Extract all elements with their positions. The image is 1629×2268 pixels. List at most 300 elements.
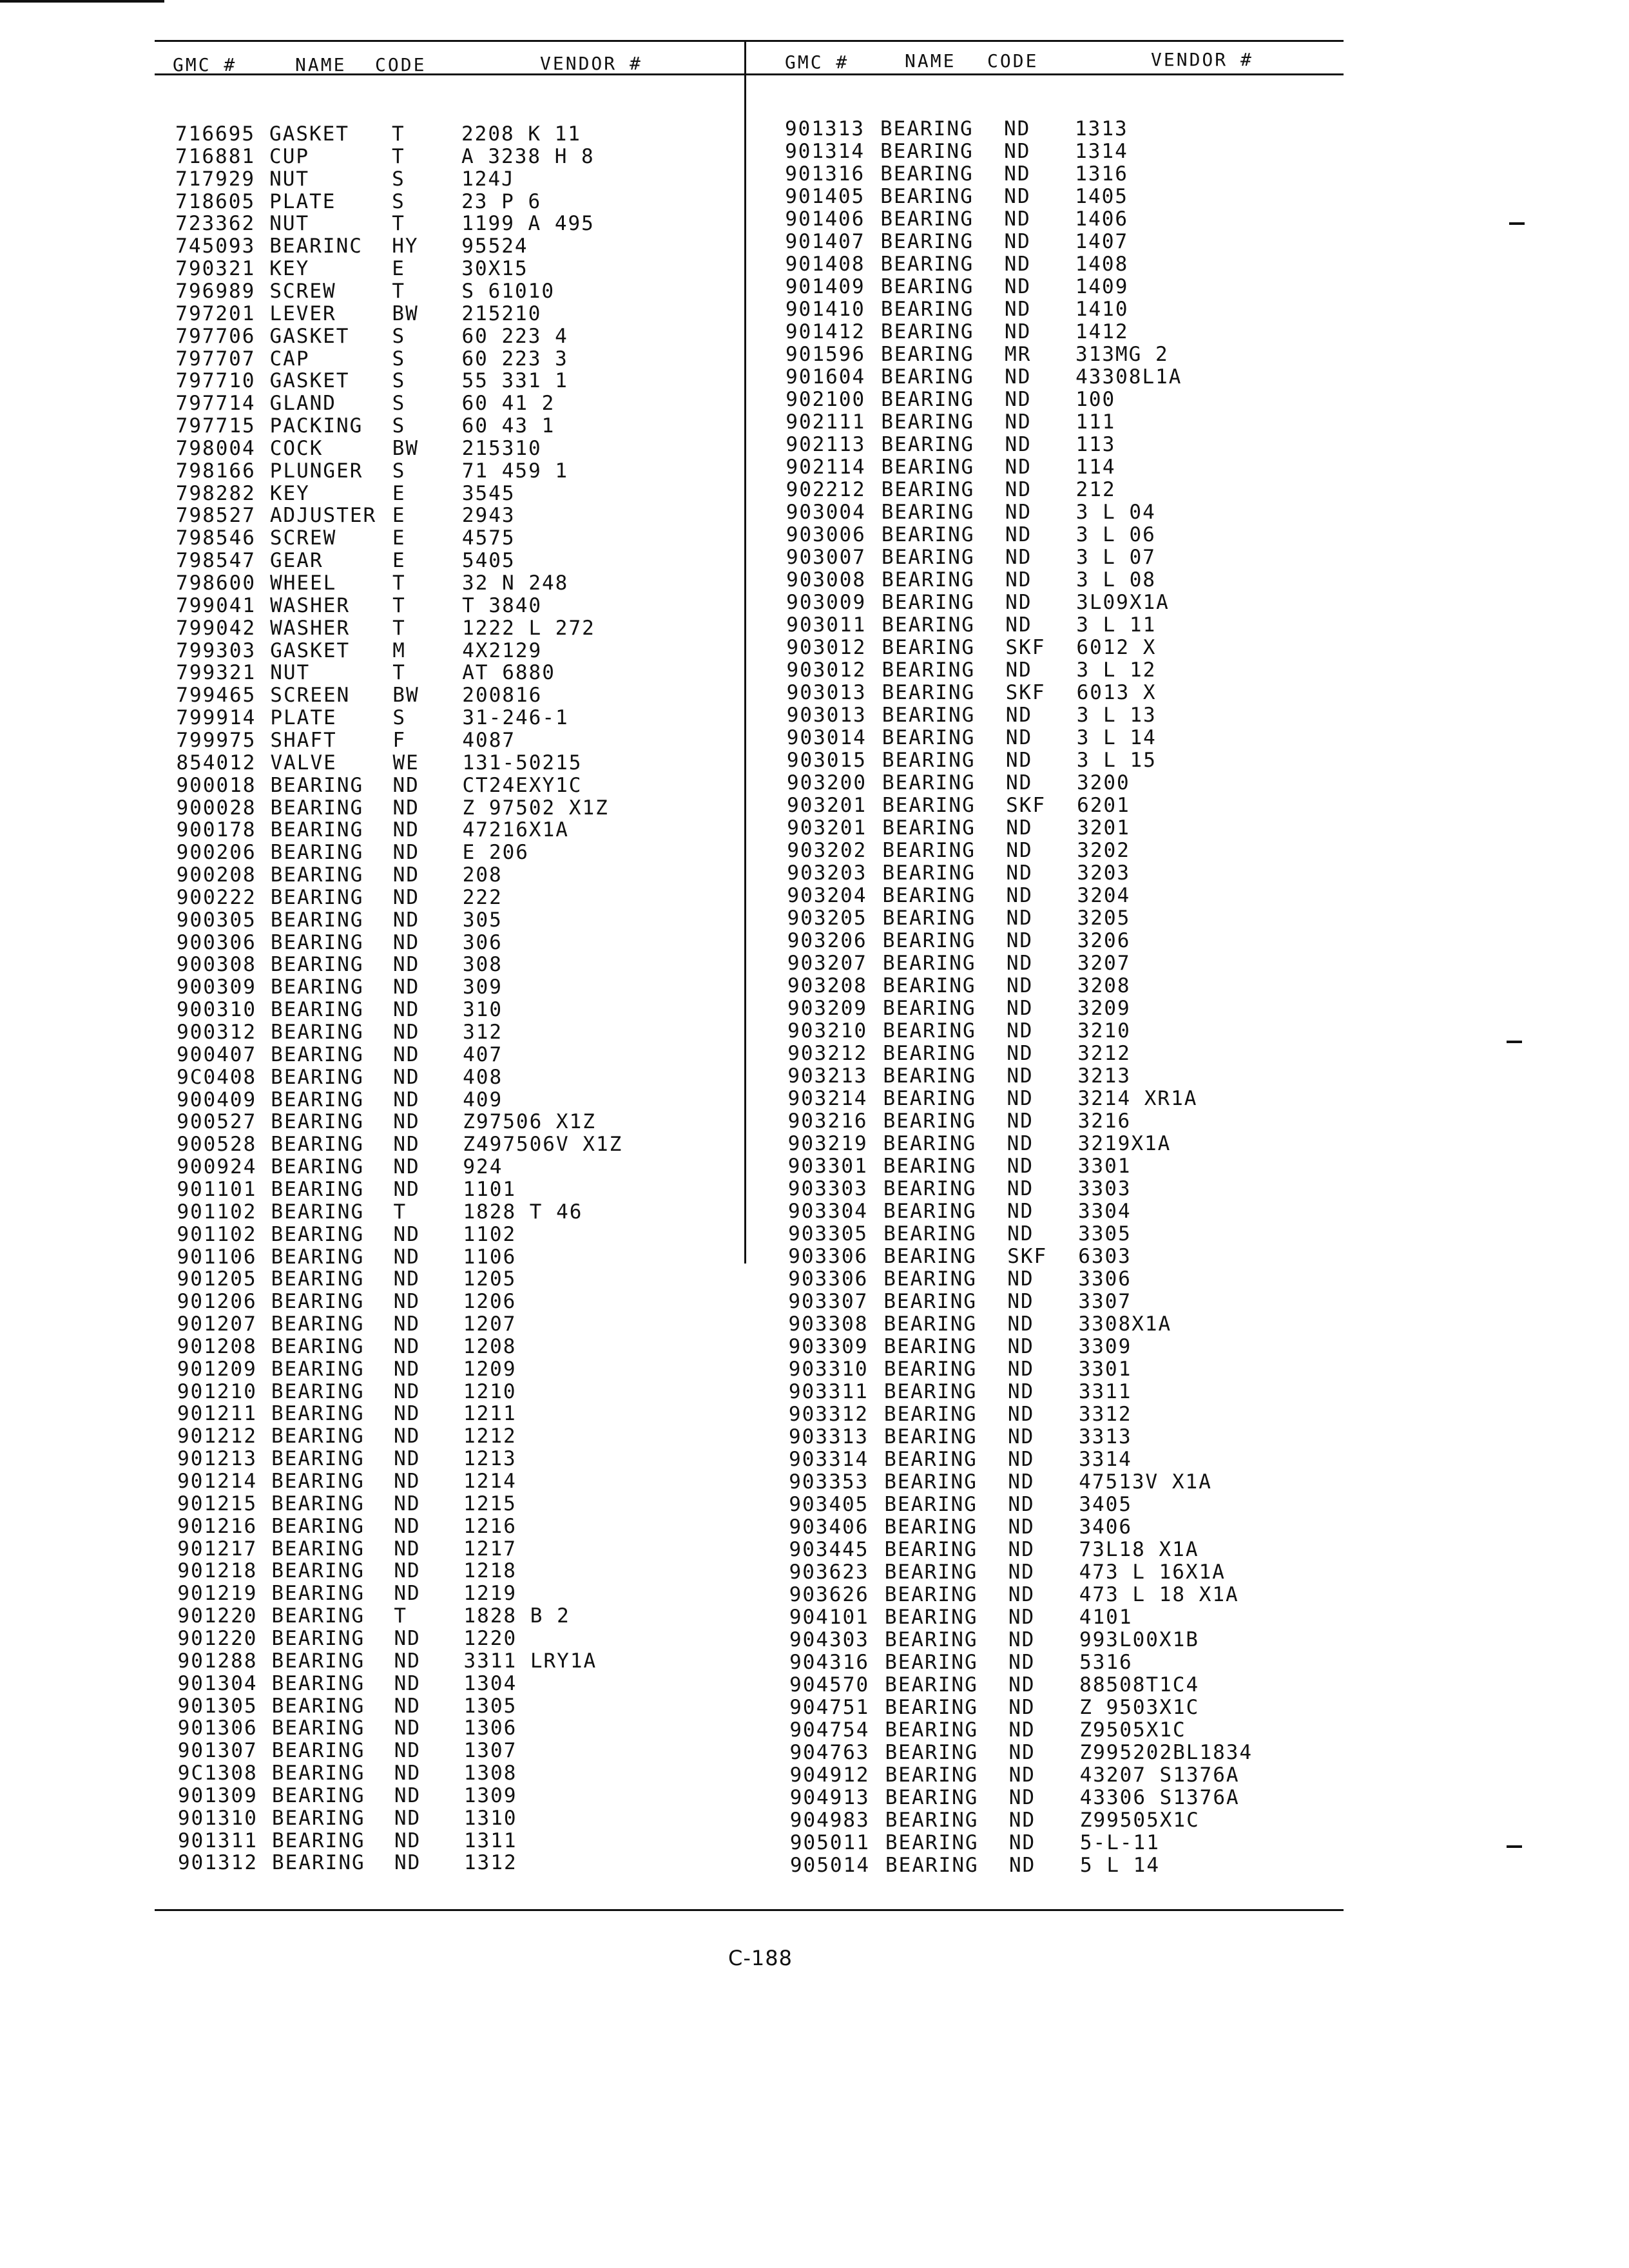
cell-gmc: 903207 (787, 952, 867, 975)
cell-code: ND (393, 1245, 420, 1269)
cell-gmc: 900306 (176, 930, 256, 954)
cell-code: SKF (1005, 636, 1046, 659)
cell-gmc: 901213 (177, 1447, 258, 1471)
cell-code: ND (1005, 704, 1033, 727)
cell-gmc: 903626 (789, 1583, 869, 1606)
cell-gmc: 900028 (176, 796, 256, 820)
header-name-right: NAME (905, 50, 956, 72)
cell-name: BEARING (880, 253, 974, 276)
cell-gmc: 799321 (176, 661, 256, 685)
cell-name: BEARING (884, 1606, 978, 1629)
cell-name: BEARING (882, 749, 976, 772)
cell-vendor: 1306 (463, 1716, 517, 1740)
cell-vendor: 124J (461, 167, 515, 191)
cell-code: ND (393, 1043, 420, 1066)
cell-name: BEARING (881, 523, 975, 546)
cell-gmc: 903312 (788, 1403, 869, 1426)
cell-gmc: 798282 (175, 481, 256, 505)
cell-code: ND (1008, 1561, 1035, 1584)
cell-gmc: 900528 (177, 1133, 257, 1157)
cell-name: BEARING (880, 185, 974, 208)
cell-code: ND (1006, 816, 1033, 840)
cell-code: ND (1004, 140, 1031, 163)
cell-name: BEARING (880, 230, 974, 253)
cell-vendor: 408 (463, 1065, 503, 1089)
cell-code: ND (393, 1133, 420, 1157)
cell-code: ND (1004, 298, 1032, 321)
cell-name: BEARING (882, 591, 975, 614)
cell-gmc: 799975 (176, 728, 256, 752)
cell-vendor: Z995202BL1834 (1079, 1741, 1253, 1764)
cell-vendor: 924 (463, 1155, 503, 1179)
cell-gmc: 903201 (787, 816, 867, 840)
cell-name: WHEEL (270, 572, 337, 595)
cell-vendor: 3210 (1077, 1019, 1131, 1043)
cell-code: S (392, 706, 407, 730)
cell-name: BEARING (271, 1447, 365, 1471)
cell-name: PLATE (270, 706, 337, 730)
cell-name: SCREEN (270, 684, 351, 707)
cell-name: BEARING (882, 636, 976, 659)
cell-gmc: 901288 (177, 1649, 258, 1673)
cell-vendor: 1409 (1075, 275, 1129, 298)
cell-name: CUP (269, 144, 310, 168)
cell-vendor: 47513V X1A (1079, 1470, 1212, 1494)
cell-name: BEARING (270, 953, 364, 977)
cell-gmc: 903314 (789, 1448, 869, 1471)
cell-gmc: 904751 (789, 1696, 870, 1719)
cell-vendor: 95524 (461, 235, 528, 258)
cell-vendor: 1106 (463, 1245, 517, 1269)
cell-vendor: 5-L-11 (1079, 1831, 1160, 1854)
cell-name: BEARING (271, 1222, 365, 1246)
cell-name: BEARING (884, 1561, 978, 1584)
cell-vendor: 2943 (461, 504, 516, 528)
cell-vendor: 309 (462, 975, 503, 999)
cell-vendor: 60 43 1 (461, 414, 555, 438)
cell-vendor: 1405 (1075, 185, 1128, 208)
cell-vendor: 47216X1A (462, 818, 569, 842)
cell-code: ND (1007, 1222, 1034, 1245)
cell-vendor: S 61010 (461, 279, 555, 303)
cell-gmc: 903007 (786, 546, 866, 569)
cell-name: NUT (269, 167, 310, 191)
cell-gmc: 903009 (786, 591, 867, 614)
cell-vendor: 3207 (1077, 952, 1131, 975)
cell-gmc: 901217 (177, 1537, 258, 1561)
cell-gmc: 903304 (787, 1200, 868, 1223)
cell-vendor: 3406 (1079, 1515, 1133, 1539)
cell-code: ND (1004, 275, 1032, 298)
cell-vendor: 3 L 12 (1076, 658, 1157, 682)
cell-code: ND (1005, 613, 1032, 637)
cell-gmc: 903353 (789, 1470, 869, 1494)
cell-vendor: 305 (462, 908, 503, 932)
cell-code: T (392, 661, 406, 685)
cell-gmc: 854012 (176, 751, 256, 774)
cell-gmc: 901312 (178, 1851, 258, 1875)
cell-vendor: 6013 X (1076, 681, 1157, 704)
cell-vendor: 1206 (463, 1290, 517, 1314)
cell-gmc: 903206 (787, 929, 867, 952)
cell-vendor: 3307 (1078, 1290, 1132, 1313)
cell-name: BEARING (271, 1582, 365, 1606)
cell-name: BEARING (883, 1155, 977, 1178)
cell-name: BEARING (271, 1671, 365, 1695)
cell-code: ND (394, 1739, 421, 1763)
cell-gmc: 901407 (785, 230, 865, 253)
cell-name: BEARING (882, 929, 976, 952)
cell-name: BEARING (271, 1088, 364, 1111)
cell-code: ND (1007, 1403, 1035, 1426)
header-vendor-right: VENDOR # (1151, 49, 1253, 70)
cell-name: BEARING (271, 1694, 365, 1718)
cell-vendor: 1316 (1075, 162, 1128, 186)
cell-code: ND (1004, 207, 1031, 231)
cell-code: ND (1008, 1809, 1036, 1832)
cell-vendor: 3216 (1077, 1110, 1132, 1133)
cell-vendor: 313MG 2 (1075, 343, 1169, 366)
cell-name: BEARING (882, 613, 975, 637)
cell-name: BEARING (271, 1829, 365, 1852)
cell-name: BEARING (883, 1380, 978, 1403)
cell-name: BEARING (884, 1425, 978, 1448)
cell-code: E (392, 481, 406, 505)
header-name-left: NAME (295, 54, 347, 75)
cell-name: BEARING (270, 796, 364, 820)
cell-name: GLAND (269, 392, 336, 416)
cell-name: BEARING (884, 1628, 978, 1651)
cell-code: ND (394, 1492, 421, 1515)
cell-gmc: 904754 (789, 1718, 870, 1742)
cell-gmc: 901314 (785, 140, 865, 163)
cell-code: ND (1005, 433, 1032, 456)
cell-gmc: 901102 (177, 1200, 257, 1224)
cell-gmc: 723362 (175, 212, 256, 236)
cell-code: ND (1008, 1651, 1036, 1674)
cell-code: T (392, 122, 405, 146)
cell-name: BEARING (270, 863, 364, 887)
cell-name: NUT (269, 212, 310, 236)
cell-gmc: 790321 (175, 257, 256, 281)
cell-vendor: 3213 (1077, 1064, 1132, 1088)
cell-gmc: 901412 (785, 320, 865, 343)
cell-gmc: 900924 (177, 1155, 257, 1179)
cell-code: ND (393, 1110, 420, 1134)
footer-rule (155, 1909, 1344, 1911)
cell-code: ND (393, 1334, 421, 1358)
cell-name: BEARING (880, 207, 974, 231)
cell-code: SKF (1006, 794, 1046, 817)
cell-vendor: 1828 T 46 (463, 1200, 583, 1224)
cell-vendor: 43207 S1376A (1079, 1763, 1240, 1787)
cell-code: ND (1008, 1718, 1036, 1742)
cell-name: BEARING (271, 1470, 365, 1493)
cell-gmc: 717929 (175, 167, 256, 191)
cell-code: ND (1008, 1763, 1036, 1787)
cell-vendor: Z97506 X1Z (463, 1110, 596, 1134)
column-divider (744, 41, 746, 1264)
cell-name: BEARING (270, 930, 364, 954)
cell-code: ND (393, 1155, 420, 1179)
cell-name: WASHER (270, 593, 351, 617)
cell-name: PLUNGER (269, 459, 363, 483)
cell-vendor: 4087 (462, 728, 516, 752)
cell-name: BEARING (271, 1334, 365, 1358)
cell-vendor: 473 L 18 X1A (1079, 1583, 1239, 1606)
cell-vendor: 1410 (1075, 298, 1129, 321)
cell-vendor: 1314 (1075, 140, 1128, 163)
cell-gmc: 798166 (175, 459, 256, 483)
cell-name: BEARING (882, 816, 976, 840)
cell-gmc: 903008 (786, 568, 867, 591)
cell-code: S (392, 347, 406, 370)
cell-gmc: 901316 (785, 162, 865, 186)
cell-vendor: 1313 (1075, 117, 1128, 140)
cell-code: ND (1004, 117, 1031, 140)
cell-gmc: 901212 (177, 1425, 257, 1448)
cell-code: ND (1007, 1155, 1034, 1178)
cell-name: BEARING (883, 1403, 978, 1426)
cell-name: BEARING (883, 1064, 977, 1088)
cell-name: BEARING (882, 568, 975, 591)
cell-code: ND (394, 1694, 421, 1718)
cell-vendor: 5405 (461, 549, 516, 573)
cell-name: BEARING (271, 1110, 364, 1134)
cell-vendor: 1101 (463, 1177, 517, 1201)
cell-vendor: 3 L 07 (1075, 546, 1156, 569)
cell-code: ND (1006, 861, 1033, 885)
cell-gmc: 903213 (787, 1064, 868, 1088)
cell-code: ND (393, 1312, 421, 1336)
cell-name: GEAR (269, 549, 323, 573)
cell-vendor: 1199 A 495 (461, 212, 595, 236)
cell-name: BEARING (271, 1649, 365, 1673)
cell-name: BEARING (271, 1200, 365, 1224)
cell-vendor: 215210 (461, 302, 542, 325)
cell-gmc: 903307 (788, 1290, 869, 1313)
cell-code: ND (394, 1649, 421, 1673)
cell-vendor: 60 223 3 (461, 347, 568, 370)
cell-code: ND (394, 1671, 421, 1695)
cell-vendor: 1222 L 272 (462, 616, 595, 640)
cell-vendor: 32 N 248 (462, 572, 569, 595)
cell-vendor: 1212 (463, 1425, 517, 1448)
cell-code: F (392, 728, 407, 752)
cell-code: ND (1005, 568, 1032, 591)
cell-code: ND (394, 1806, 421, 1830)
cell-vendor: 1307 (463, 1739, 517, 1763)
cell-code: ND (1007, 1042, 1034, 1065)
cell-vendor: Z99505X1C (1079, 1809, 1200, 1832)
cell-code: BW (392, 302, 419, 325)
cell-gmc: 904570 (789, 1673, 870, 1696)
cell-code: E (392, 549, 406, 573)
cell-name: BEARING (270, 773, 364, 797)
cell-vendor: 1219 (463, 1582, 517, 1606)
cell-name: BEARING (882, 771, 976, 794)
cell-gmc: 900018 (176, 773, 256, 797)
cell-code: ND (1005, 658, 1032, 682)
cell-code: ND (394, 1626, 421, 1650)
margin-tick (1509, 222, 1525, 225)
cell-name: BEARING (880, 298, 974, 321)
cell-gmc: 901106 (177, 1245, 257, 1269)
cell-gmc: 799465 (176, 684, 256, 707)
cell-vendor: 1311 (463, 1829, 517, 1852)
cell-code: ND (392, 975, 420, 999)
cell-gmc: 797710 (175, 369, 256, 393)
cell-vendor: 1308 (463, 1762, 517, 1785)
cell-name: BEARING (880, 162, 974, 186)
cell-name: BEARING (883, 1042, 976, 1065)
cell-code: E (392, 526, 406, 550)
cell-vendor: 30X15 (461, 257, 528, 281)
cell-code: ND (1005, 456, 1032, 479)
cell-name: BEARING (883, 1087, 977, 1110)
cell-name: BEARING (271, 1043, 364, 1066)
cell-code: T (392, 279, 406, 303)
cell-name: BEARING (271, 1312, 365, 1336)
cell-gmc: 903313 (789, 1425, 869, 1448)
cell-gmc: 903406 (789, 1515, 869, 1539)
cell-code: ND (1007, 997, 1034, 1020)
cell-gmc: 904101 (789, 1606, 869, 1629)
cell-vendor: 200816 (462, 684, 543, 707)
cell-vendor: 1213 (463, 1447, 517, 1471)
cell-code: ND (1004, 162, 1031, 186)
cell-name: BEARING (271, 998, 364, 1022)
cell-gmc: 718605 (175, 189, 256, 213)
cell-name: BEARING (270, 908, 364, 932)
cell-name: BEARING (885, 1763, 979, 1787)
cell-code: ND (394, 1559, 421, 1583)
cell-code: ND (1004, 320, 1032, 343)
cell-name: BEARING (271, 1514, 365, 1538)
cell-name: BEARING (880, 140, 974, 163)
cell-gmc: 903306 (788, 1267, 869, 1291)
cell-vendor: Z 9503X1C (1079, 1696, 1200, 1719)
cell-code: ND (393, 1065, 420, 1089)
cell-gmc: 903012 (786, 658, 867, 682)
cell-name: CAP (269, 347, 310, 370)
cell-gmc: 900527 (177, 1110, 257, 1134)
cell-code: ND (1005, 749, 1033, 772)
cell-vendor: 3200 (1077, 771, 1130, 794)
cell-name: BEARING (271, 1065, 364, 1089)
cell-code: T (392, 212, 405, 236)
cell-name: GASKET (269, 369, 350, 393)
cell-code: ND (1005, 726, 1033, 749)
cell-gmc: 901205 (177, 1267, 257, 1291)
cell-name: BEARING (271, 1245, 365, 1269)
cell-code: ND (1006, 907, 1033, 930)
cell-gmc: 904913 (789, 1786, 870, 1809)
cell-vendor: 100 (1075, 388, 1116, 411)
top-corner-rule (0, 0, 164, 3)
cell-code: SKF (1007, 1245, 1048, 1268)
cell-code: ND (1005, 388, 1032, 411)
cell-name: BEARING (884, 1470, 978, 1494)
cell-vendor: 3 L 04 (1075, 501, 1156, 524)
cell-name: KEY (269, 481, 310, 505)
cell-name: BEARING (883, 1267, 977, 1291)
cell-gmc: 904912 (789, 1763, 870, 1787)
cell-code: T (394, 1604, 408, 1628)
cell-gmc: 901102 (177, 1222, 257, 1246)
cell-code: ND (1006, 929, 1034, 952)
cell-gmc: 797707 (175, 347, 256, 370)
cell-vendor: 1406 (1075, 207, 1129, 231)
cell-name: BEARING (881, 388, 974, 411)
cell-vendor: 1309 (463, 1783, 517, 1807)
cell-gmc: 798527 (175, 504, 256, 528)
cell-vendor: 3304 (1077, 1200, 1132, 1223)
cell-vendor: A 3238 H 8 (461, 144, 595, 168)
cell-gmc: 901208 (177, 1334, 257, 1358)
cell-name: GASKET (269, 324, 350, 348)
header-vendor-left: VENDOR # (540, 53, 642, 74)
cell-code: ND (1005, 478, 1032, 501)
cell-gmc: 798004 (175, 436, 256, 460)
cell-code: ND (1004, 185, 1031, 208)
cell-name: BEARING (882, 704, 976, 727)
cell-gmc: 900407 (177, 1043, 257, 1066)
cell-gmc: 903013 (786, 681, 867, 704)
cell-name: BEARING (882, 952, 976, 975)
cell-gmc: 797715 (175, 414, 256, 438)
cell-code: S (392, 189, 405, 213)
cell-gmc: 900206 (176, 841, 256, 865)
cell-vendor: 3 L 06 (1075, 523, 1156, 546)
cell-vendor: 114 (1075, 456, 1116, 479)
cell-code: ND (1008, 1673, 1036, 1696)
cell-name: COCK (269, 436, 323, 460)
cell-gmc: 903202 (787, 839, 867, 862)
cell-vendor: 113 (1075, 433, 1116, 456)
cell-vendor: 3205 (1077, 907, 1131, 930)
cell-vendor: 473 L 16X1A (1079, 1561, 1226, 1584)
cell-vendor: 3 L 14 (1076, 726, 1157, 749)
cell-name: BEARING (271, 1559, 365, 1583)
cell-name: BEARING (882, 839, 976, 862)
cell-name: PACKING (269, 414, 363, 438)
cell-vendor: 3208 (1077, 974, 1131, 997)
cell-gmc: 797706 (175, 324, 256, 348)
cell-vendor: 3301 (1078, 1358, 1132, 1381)
cell-name: BEARING (881, 478, 975, 501)
cell-gmc: 903311 (788, 1380, 869, 1403)
cell-code: ND (393, 1177, 420, 1201)
cell-code: ND (394, 1537, 421, 1561)
cell-name: BEARING (271, 1425, 365, 1448)
cell-vendor: 3L09X1A (1076, 591, 1170, 614)
cell-name: BEARING (884, 1493, 978, 1516)
cell-name: BEARING (271, 1133, 364, 1157)
cell-gmc: 9C0408 (177, 1065, 257, 1089)
cell-code: ND (393, 1021, 420, 1044)
cell-vendor: 1207 (463, 1312, 517, 1336)
cell-vendor: 43308L1A (1075, 365, 1182, 389)
cell-gmc: 904303 (789, 1628, 869, 1651)
cell-vendor: 3212 (1077, 1042, 1131, 1065)
header-code-left: CODE (375, 54, 427, 75)
cell-gmc: 798600 (176, 572, 256, 595)
cell-name: BEARING (884, 1538, 978, 1561)
cell-gmc: 900409 (177, 1088, 257, 1111)
cell-vendor: 131-50215 (462, 751, 583, 774)
cell-name: BEARING (882, 907, 976, 930)
